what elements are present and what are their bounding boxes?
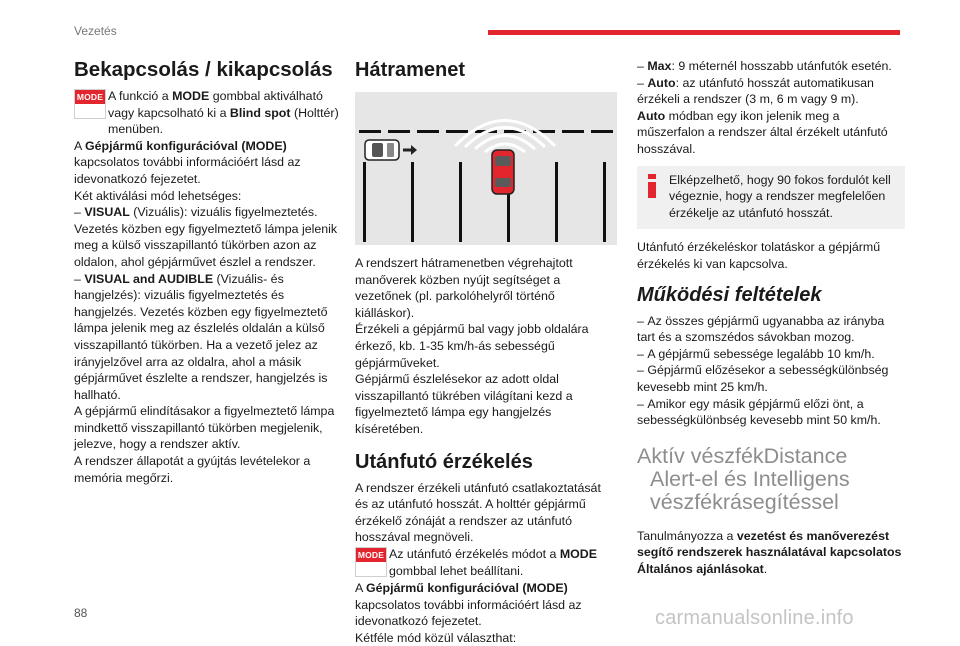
list-item-max: – Max: 9 méternél hosszabb utánfutók esetén. bbox=[637, 58, 905, 75]
mode-instruction-trailer: MODE Az utánfutó érzékelés módot a MODE gombbal lehet beállítani. bbox=[355, 546, 617, 580]
paragraph: A rendszer állapotát a gyújtás levételekor a memória megőrzi. bbox=[74, 454, 311, 485]
paragraph: A gépjármű elindításakor a figyelmeztető lámpa mindkettő visszapillantó tükörben megjelenik, jelezve, hogy a rendszer aktív. bbox=[74, 404, 335, 452]
section-title-conditions: Működési feltételek bbox=[637, 283, 822, 306]
paragraph: Két aktiválási mód lehetséges: bbox=[74, 188, 242, 203]
section-title-reverse: Hátramenet bbox=[355, 59, 466, 81]
watermark: carmanualsonline.info bbox=[655, 607, 854, 629]
column-1 bbox=[74, 58, 344, 486]
section-title-emergency-brake: Aktív vészfékDistance Alert-el és Intelligens vészfékrásegítéssel bbox=[637, 443, 850, 514]
column-3 bbox=[637, 58, 905, 577]
column-2 bbox=[355, 58, 617, 646]
list-item: – Amikor egy másik gépjármű előzi önt, a sebességkülönbség kevesebb mint 50 km/h. bbox=[637, 396, 905, 429]
mode-button-icon: MODE bbox=[74, 89, 106, 119]
paragraph: A Gépjármű konfigurációval (MODE) kapcsolatos további információért lásd az idevonatkozó fejezetet. bbox=[355, 580, 582, 629]
section-title-trailer: Utánfutó érzékelés bbox=[355, 450, 533, 473]
info-icon bbox=[648, 174, 656, 198]
list-item: – A gépjármű sebessége legalább 10 km/h. bbox=[637, 346, 905, 363]
page-number: 88 bbox=[74, 606, 88, 620]
paragraph: Auto módban egy ikon jelenik meg a műszerfalon a rendszer által érzékelt utánfutó hosszával. bbox=[637, 108, 888, 156]
list-item: – Az összes gépjármű ugyanabba az irányba tart és a szomszédos sávokban mozog. bbox=[637, 313, 905, 346]
reverse-parking-illustration bbox=[355, 92, 617, 245]
mode-button-icon: MODE bbox=[355, 547, 387, 577]
section-header: Vezetés bbox=[74, 24, 117, 38]
info-note: Elképzelhető, hogy 90 fokos fordulót kell végeznie, hogy a rendszer megfelelően érzékelje az utánfutó hosszát. bbox=[637, 166, 905, 230]
paragraph: Kétféle mód közül választhat: bbox=[355, 630, 517, 645]
paragraph: A Gépjármű konfigurációval (MODE) kapcsolatos további információért lásd az idevonatkozó fejezetet. bbox=[74, 138, 301, 186]
list-item-visual: – VISUAL (Vizuális): vizuális figyelmeztetés. Vezetés közben egy figyelmeztető lámpa jelenik meg a külső visszapillantó tükörben azon az oldalon, ahol gépjárművet észlel a rendszer. bbox=[74, 204, 344, 270]
list-item-visual-audible: – VISUAL and AUDIBLE (Vizuális- és hangjelzés): vizuális figyelmeztetés és hangjelzés. Vezetés közben egy figyelmeztető lámpa jelenik meg az észlelés oldalán a külső visszapillantó tükörben. Ha a vezető jelez az irányjelzővel arra az oldalra, ahol a másik gépjárművet észlelte a rendszer, hangjelzés is hallható. bbox=[74, 271, 344, 404]
list-item-auto: – Auto: az utánfutó hosszát automatikusan érzékeli a rendszer (3 m, 6 m vagy 9 m). bbox=[637, 75, 905, 108]
paragraph: Gépjármű észlelésekor az adott oldal visszapillantó tükrében világítani kezd a figyelmeztető lámpa egy hangjelzés kíséretében. bbox=[355, 372, 573, 436]
paragraph: A rendszert hátramenetben végrehajtott manőverek közben nyújt segítséget a vezetőnek (pl. parkolóhelyről történő kiálláskor). bbox=[355, 256, 573, 320]
header-accent-bar bbox=[488, 30, 900, 35]
paragraph: Tanulmányozza a vezetést és manőverezést segítő rendszerek használatával kapcsolatos Általános ajánlásokat. bbox=[637, 528, 902, 576]
paragraph: Utánfutó érzékeléskor tolatáskor a gépjármű érzékelés ki van kapcsolva. bbox=[637, 240, 881, 271]
paragraph: Érzékeli a gépjármű bal vagy jobb oldalára érkező, kb. 1-35 km/h-ás sebességű gépjárműveket. bbox=[355, 322, 589, 370]
list-item: – Gépjármű előzésekor a sebességkülönbség kevesebb mint 25 km/h. bbox=[637, 362, 905, 395]
mode-instruction: MODE A funkció a MODE gombbal aktiválható vagy kapcsolható ki a Blind spot (Holttér) menüben. bbox=[74, 88, 344, 138]
section-title-activation: Bekapcsolás / kikapcsolás bbox=[74, 58, 333, 81]
paragraph: A rendszer érzékeli utánfutó csatlakoztatását és az utánfutó hosszát. A holttér gépjármű érzékelő zónáját a rendszer az utánfutó hosszával megnöveli. bbox=[355, 480, 601, 545]
